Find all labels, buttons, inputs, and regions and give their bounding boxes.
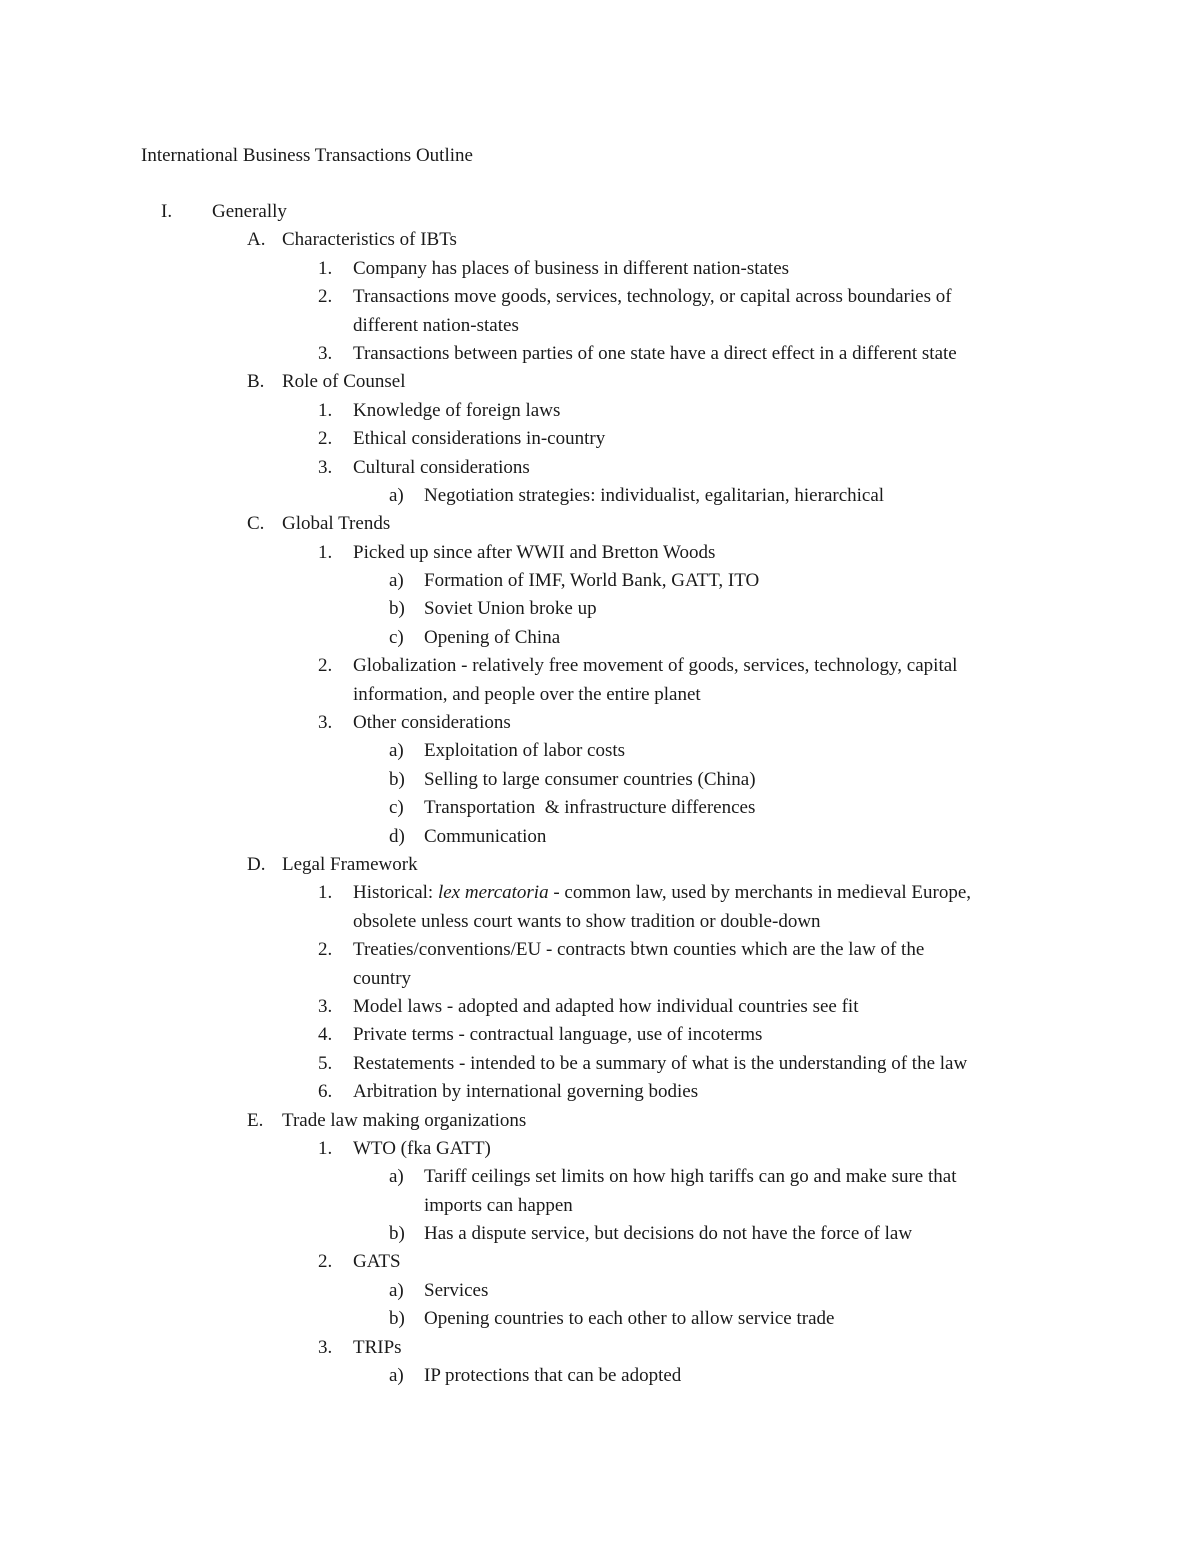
outline-text: imports can happen [424, 1194, 573, 1216]
outline-marker: 2. [318, 939, 333, 961]
outline-item [0, 652, 1200, 680]
outline-marker: 3. [318, 456, 333, 478]
outline-subsection-D [0, 851, 1200, 879]
outline-marker: 5. [318, 1052, 333, 1074]
outline-subitem [0, 737, 1200, 765]
outline-italic-term: lex mercatoria [437, 882, 549, 904]
outline-subitem [0, 595, 1200, 623]
outline-marker: b) [389, 1223, 405, 1245]
outline-marker: 4. [318, 1024, 333, 1046]
outline-subitem [0, 567, 1200, 595]
outline-marker: C. [247, 513, 265, 535]
outline-heading: Characteristics of IBTs [282, 229, 457, 251]
outline-text: Negotiation strategies: individualist, egalitarian, hierarchical [424, 484, 885, 506]
outline-text: Selling to large consumer countries (China) [424, 768, 756, 790]
outline-marker: 1. [318, 882, 333, 904]
outline-subsection-C [0, 510, 1200, 538]
outline-item [0, 397, 1200, 425]
outline-item [0, 539, 1200, 567]
outline-text: GATS [353, 1251, 401, 1273]
outline-subitem-continuation [0, 1192, 1200, 1220]
outline-text: Has a dispute service, but decisions do not have the force of law [424, 1223, 913, 1245]
outline-item [0, 283, 1200, 311]
outline-subitem [0, 482, 1200, 510]
outline-marker: 3. [318, 342, 333, 364]
outline-marker: a) [389, 484, 404, 506]
outline-subitem [0, 766, 1200, 794]
outline-heading: Trade law making organizations [282, 1109, 527, 1131]
outline-subitem [0, 1277, 1200, 1305]
outline-marker: 3. [318, 712, 333, 734]
outline-item [0, 879, 1200, 907]
outline-text: Opening of China [424, 626, 561, 648]
outline-subitem [0, 624, 1200, 652]
outline-marker: A. [247, 229, 266, 251]
outline-marker: 2. [318, 1251, 333, 1273]
outline-text: TRIPs [353, 1336, 402, 1358]
outline-marker: 1. [318, 1137, 333, 1159]
outline-item [0, 1334, 1200, 1362]
outline-marker: E. [247, 1109, 264, 1131]
outline-text: Tariff ceilings set limits on how high tariffs can go and make sure that [424, 1166, 957, 1188]
outline-marker: b) [389, 598, 405, 620]
outline-item [0, 1021, 1200, 1049]
outline [0, 198, 1200, 1390]
outline-item [0, 709, 1200, 737]
outline-marker: d) [389, 825, 405, 847]
outline-text: Private terms - contractual language, use of incoterms [353, 1024, 763, 1046]
outline-marker: B. [247, 371, 265, 393]
outline-text: Company has places of business in different nation-states [353, 257, 790, 279]
outline-marker: 1. [318, 541, 333, 563]
outline-text: Opening countries to each other to allow service trade [424, 1308, 835, 1330]
outline-text: Knowledge of foreign laws [353, 399, 561, 421]
outline-item [0, 255, 1200, 283]
outline-item-continuation [0, 908, 1200, 936]
outline-text: Globalization - relatively free movement of goods, services, technology, capital [353, 655, 958, 677]
outline-item [0, 993, 1200, 1021]
outline-text: WTO (fka GATT) [353, 1137, 491, 1159]
outline-item [0, 1135, 1200, 1163]
outline-marker: a) [389, 1365, 404, 1387]
outline-heading: Global Trends [282, 513, 391, 535]
outline-text: different nation-states [353, 314, 519, 336]
outline-text: Model laws - adopted and adapted how individual countries see fit [353, 995, 859, 1017]
outline-item [0, 1050, 1200, 1078]
outline-text: country [353, 967, 412, 989]
outline-text [353, 879, 971, 907]
outline-marker: 6. [318, 1081, 333, 1103]
outline-item [0, 1078, 1200, 1106]
outline-text: Exploitation of labor costs [424, 740, 626, 762]
outline-marker: 1. [318, 399, 333, 421]
outline-item [0, 454, 1200, 482]
outline-subitem [0, 1362, 1200, 1390]
document-title: International Business Transactions Outline [141, 145, 473, 166]
outline-item-continuation [0, 965, 1200, 993]
outline-text: Transactions move goods, services, technology, or capital across boundaries of [353, 286, 952, 308]
outline-marker: a) [389, 1279, 404, 1301]
outline-heading: Legal Framework [282, 853, 418, 875]
outline-heading: Generally [212, 201, 287, 222]
outline-subsection-E [0, 1107, 1200, 1135]
outline-text: Restatements - intended to be a summary of what is the understanding of the law [353, 1052, 968, 1074]
outline-text: information, and people over the entire planet [353, 683, 701, 705]
outline-marker: 2. [318, 286, 333, 308]
outline-text: Arbitration by international governing bodies [353, 1081, 699, 1103]
outline-text: Treaties/conventions/EU - contracts btwn counties which are the law of the [353, 939, 925, 961]
outline-text: Picked up since after WWII and Bretton Woods [353, 541, 716, 563]
outline-text: Other considerations [353, 712, 511, 734]
outline-marker: a) [389, 1166, 404, 1188]
outline-item [0, 1248, 1200, 1276]
outline-marker: a) [389, 570, 404, 592]
outline-text: Services [424, 1279, 489, 1301]
outline-marker: a) [389, 740, 404, 762]
outline-item [0, 340, 1200, 368]
outline-marker: c) [389, 626, 404, 648]
outline-marker: c) [389, 797, 404, 819]
outline-subitem [0, 1305, 1200, 1333]
outline-text-part: - common law, used by merchants in medieval Europe, [548, 882, 972, 904]
outline-item-continuation [0, 312, 1200, 340]
outline-text: Cultural considerations [353, 456, 530, 478]
outline-text: Ethical considerations in-country [353, 428, 606, 450]
outline-item [0, 425, 1200, 453]
outline-item [0, 936, 1200, 964]
outline-marker: 3. [318, 995, 333, 1017]
outline-subitem [0, 823, 1200, 851]
outline-heading: Role of Counsel [282, 371, 406, 393]
outline-marker: 3. [318, 1336, 333, 1358]
outline-text: Communication [424, 825, 547, 847]
outline-subitem [0, 794, 1200, 822]
outline-subitem [0, 1220, 1200, 1248]
outline-text: IP protections that can be adopted [424, 1365, 682, 1387]
outline-text: Transportation & infrastructure differences [424, 797, 756, 819]
outline-subsection-A [0, 226, 1200, 254]
outline-item-continuation [0, 681, 1200, 709]
outline-subsection-B [0, 368, 1200, 396]
outline-marker: b) [389, 768, 405, 790]
outline-section-I [0, 198, 1200, 226]
outline-marker: 1. [318, 257, 333, 279]
outline-marker: D. [247, 853, 266, 875]
outline-marker: I. [161, 201, 173, 222]
outline-text: Soviet Union broke up [424, 598, 597, 620]
outline-marker: 2. [318, 428, 333, 450]
outline-text: Formation of IMF, World Bank, GATT, ITO [424, 570, 760, 592]
outline-subitem [0, 1163, 1200, 1191]
outline-marker: b) [389, 1308, 405, 1330]
outline-text: obsolete unless court wants to show tradition or double-down [353, 910, 821, 932]
outline-text-part: Historical: [353, 882, 438, 904]
outline-marker: 2. [318, 655, 333, 677]
outline-text: Transactions between parties of one state have a direct effect in a different state [353, 342, 957, 364]
